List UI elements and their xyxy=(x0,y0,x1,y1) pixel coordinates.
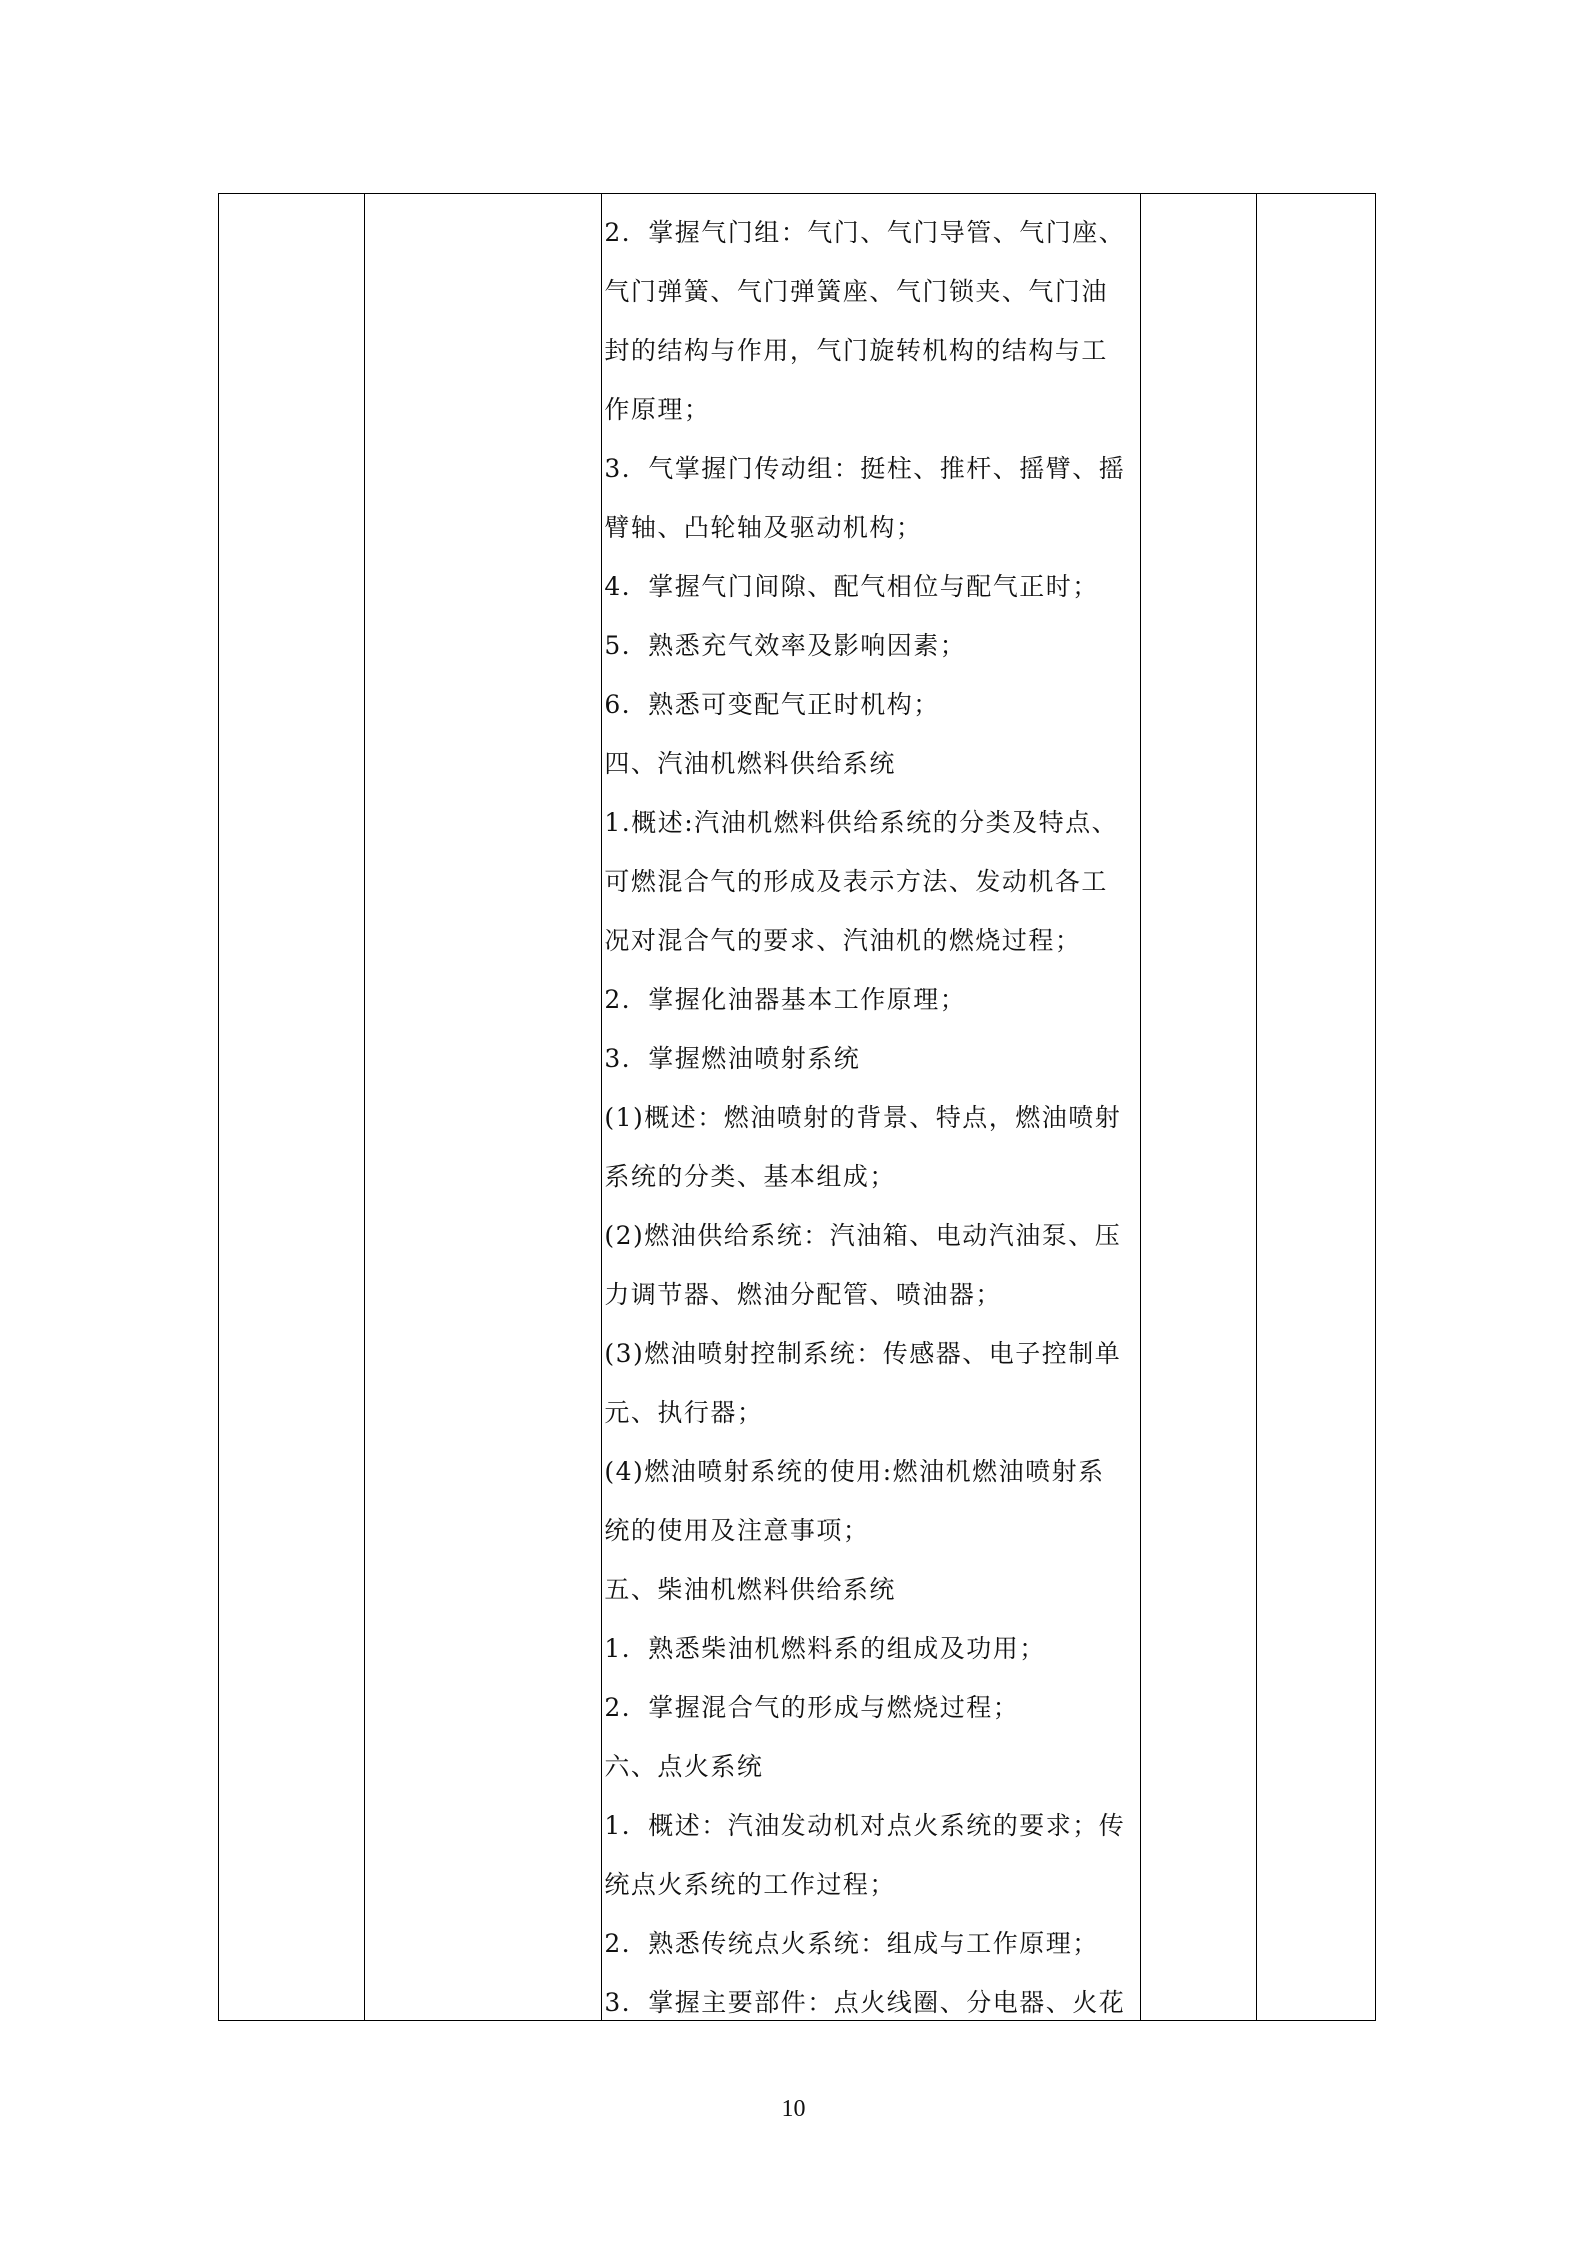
content-line: 1.概述:汽油机燃料供给系统的分类及特点、 xyxy=(604,808,1119,837)
content-line: 3．气掌握门传动组：挺柱、推杆、摇臂、摇 xyxy=(604,454,1126,483)
content-line: 元、执行器； xyxy=(604,1398,764,1427)
content-line: 2．熟悉传统点火系统：组成与工作原理； xyxy=(604,1929,1099,1958)
content-line: 2．掌握气门组：气门、气门导管、气门座、 xyxy=(604,218,1126,247)
table-column-2 xyxy=(365,194,603,2020)
content-line: (4)燃油喷射系统的使用:燃油机燃油喷射系 xyxy=(604,1457,1105,1486)
page-number: 10 xyxy=(781,2096,806,2122)
content-line: 臂轴、凸轮轴及驱动机构； xyxy=(604,513,923,542)
content-line: 4．掌握气门间隙、配气相位与配气正时； xyxy=(604,572,1099,601)
content-line: 2．掌握混合气的形成与燃烧过程； xyxy=(604,1693,1020,1722)
content-line: 2．掌握化油器基本工作原理； xyxy=(604,985,967,1014)
content-line: 3．掌握燃油喷射系统 xyxy=(604,1044,861,1073)
content-line: 统点火系统的工作过程； xyxy=(604,1870,896,1899)
content-line: 统的使用及注意事项； xyxy=(604,1516,870,1545)
content-line: (1)概述：燃油喷射的背景、特点，燃油喷射 xyxy=(604,1103,1122,1132)
content-line: 1．熟悉柴油机燃料系的组成及功用； xyxy=(604,1634,1046,1663)
content-line: 况对混合气的要求、汽油机的燃烧过程； xyxy=(604,926,1082,955)
content-line: (2)燃油供给系统：汽油箱、电动汽油泵、压 xyxy=(604,1221,1122,1250)
content-line: (3)燃油喷射控制系统：传感器、电子控制单 xyxy=(604,1339,1122,1368)
content-line: 气门弹簧、气门弹簧座、气门锁夹、气门油 xyxy=(604,277,1108,306)
table-column-5 xyxy=(1257,194,1375,2020)
content-line: 5．熟悉充气效率及影响因素； xyxy=(604,631,967,660)
table-column-4 xyxy=(1141,194,1257,2020)
table-column-1 xyxy=(219,194,365,2020)
content-line: 封的结构与作用，气门旋转机构的结构与工 xyxy=(604,336,1108,365)
section-heading: 六、点火系统 xyxy=(604,1752,764,1781)
section-heading: 五、柴油机燃料供给系统 xyxy=(604,1575,896,1604)
table-column-content xyxy=(602,194,1141,2020)
content-line: 3．掌握主要部件：点火线圈、分电器、火花 xyxy=(604,1988,1126,2017)
curriculum-table xyxy=(218,193,1376,2021)
section-heading: 四、汽油机燃料供给系统 xyxy=(604,749,896,778)
content-line: 可燃混合气的形成及表示方法、发动机各工 xyxy=(604,867,1108,896)
content-line: 力调节器、燃油分配管、喷油器； xyxy=(604,1280,1002,1309)
content-line: 作原理； xyxy=(604,395,711,424)
content-line: 6．熟悉可变配气正时机构； xyxy=(604,690,940,719)
content-line: 系统的分类、基本组成； xyxy=(604,1162,896,1191)
content-line: 1．概述：汽油发动机对点火系统的要求；传 xyxy=(604,1811,1126,1840)
